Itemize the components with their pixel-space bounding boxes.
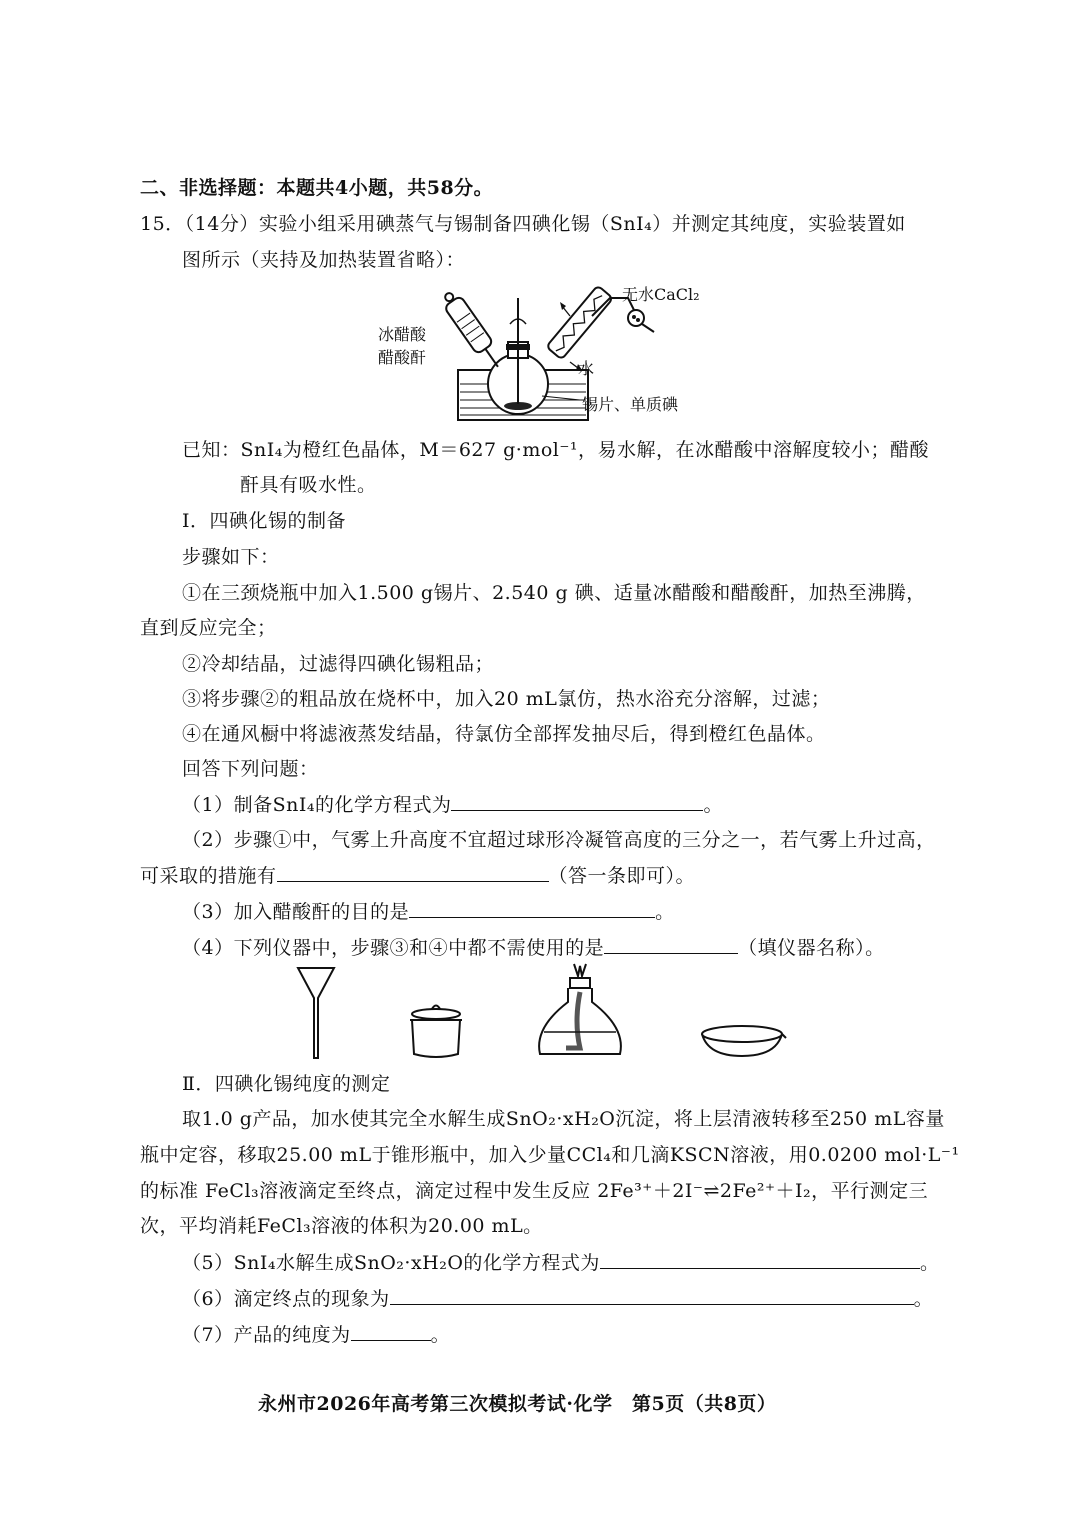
step1-line1: ①在三颈烧瓶中加入1.500 g锡片、2.540 g 碘、适量冰醋酸和醋酸酐，加热至沸腾，: [182, 582, 926, 604]
question-7-text: （7）产品的纯度为: [182, 1324, 351, 1346]
answer-blank-2[interactable]: [277, 863, 549, 882]
question-2-line1: （2）步骤①中，气雾上升高度不宜超过球形冷凝管高度的三分之一，若气雾上升过高，: [182, 829, 936, 851]
question-4: [182, 935, 885, 960]
question-2-line2: [140, 863, 695, 888]
part1-title: Ⅰ．四碘化锡的制备: [182, 510, 347, 532]
label-tin-iodine: 锡片、单质碘: [582, 395, 679, 414]
part2-title: Ⅱ．四碘化锡纯度的测定: [182, 1073, 391, 1095]
question-5-text: （5）SnI₄水解生成SnO₂·xH₂O的化学方程式为: [182, 1252, 600, 1274]
answer-blank-4[interactable]: [604, 935, 738, 954]
question-4-end: （填仪器名称）。: [738, 937, 885, 959]
question-1-end: 。: [703, 794, 723, 816]
question-6-text: （6）滴定终点的现象为: [182, 1288, 390, 1310]
question-7-end: 。: [430, 1324, 451, 1346]
known-line2: 酐具有吸水性。: [240, 474, 377, 496]
step1-line2: 直到反应完全；: [140, 617, 277, 639]
answer-blank-7[interactable]: [351, 1322, 431, 1341]
question-6: [182, 1286, 933, 1311]
steps-intro: 步骤如下：: [182, 546, 280, 568]
question-2-text: 可采取的措施有: [140, 865, 277, 887]
part2-line3: 的标准 FeCl₃溶液滴定至终点，滴定过程中发生反应 2Fe³⁺＋2I⁻⇌2Fe²⁺＋I₂，平行测定三: [140, 1180, 929, 1202]
answer-blank-1[interactable]: [451, 792, 703, 811]
part2-line4: 次，平均消耗FeCl₃溶液的体积为20.00 mL。: [140, 1215, 543, 1237]
question-1: [182, 792, 723, 817]
question-4-text: （4）下列仪器中，步骤③和④中都不需使用的是: [182, 937, 605, 959]
step2: ②冷却结晶，过滤得四碘化锡粗品；: [182, 653, 495, 675]
known-line1: 已知：SnI₄为橙红色晶体，M＝627 g·mol⁻¹，易水解，在冰醋酸中溶解度较小；醋酸: [182, 439, 930, 461]
answer-prompt: 回答下列问题：: [182, 758, 319, 780]
apparatus-drawing: [420, 284, 720, 444]
answer-blank-6[interactable]: [390, 1286, 914, 1305]
label-anhydride: 醋酸酐: [378, 348, 427, 367]
question-5-end: 。: [919, 1252, 940, 1274]
question-3-text: （3）加入醋酸酐的目的是: [182, 901, 410, 923]
part2-line1: 取1.0 g产品，加水使其完全水解生成SnO₂·xH₂O沉淀，将上层清液转移至250 mL容量: [182, 1108, 945, 1130]
step3: ③将步骤②的粗品放在烧杯中，加入20 mL氯仿，热水浴充分溶解，过滤；: [182, 688, 831, 710]
page-footer: 永州市2026年高考第三次模拟考试·化学 第5页（共8页）: [258, 1393, 777, 1415]
label-water: 水: [578, 359, 595, 378]
question-3-end: 。: [655, 901, 675, 923]
section-title: 二、非选择题：本题共4小题，共58分。: [140, 177, 494, 199]
answer-blank-3[interactable]: [409, 899, 655, 918]
instrument-evaporating-dish-icon: [698, 1022, 788, 1062]
question-3: [182, 899, 675, 924]
question-5: [182, 1250, 939, 1275]
answer-blank-5[interactable]: [600, 1250, 920, 1269]
question-2-end: （答一条即可）。: [548, 865, 696, 887]
step4: ④在通风橱中将滤液蒸发结晶，待氯仿全部挥发抽尽后，得到橙红色晶体。: [182, 723, 826, 745]
label-cacl2: 无水CaCl₂: [622, 285, 700, 304]
instrument-alcohol-lamp-icon: [530, 962, 630, 1062]
q15-intro-line2: 图所示（夹持及加热装置省略）：: [182, 249, 466, 271]
question-6-end: 。: [913, 1288, 934, 1310]
label-ice-acetic: 冰醋酸: [378, 325, 427, 344]
part2-line2: 瓶中定容，移取25.00 mL于锥形瓶中，加入少量CCl₄和几滴KSCN溶液，用0.0200 mol·L⁻¹: [140, 1144, 960, 1166]
instrument-funnel-icon: [296, 964, 336, 1064]
question-7: [182, 1322, 450, 1347]
question-1-text: （1）制备SnI₄的化学方程式为: [182, 794, 452, 816]
instrument-crucible-icon: [406, 998, 466, 1060]
q15-intro-line1: 15．（14分）实验小组采用碘蒸气与锡制备四碘化锡（SnI₄）并测定其纯度，实验装置如: [140, 213, 906, 235]
